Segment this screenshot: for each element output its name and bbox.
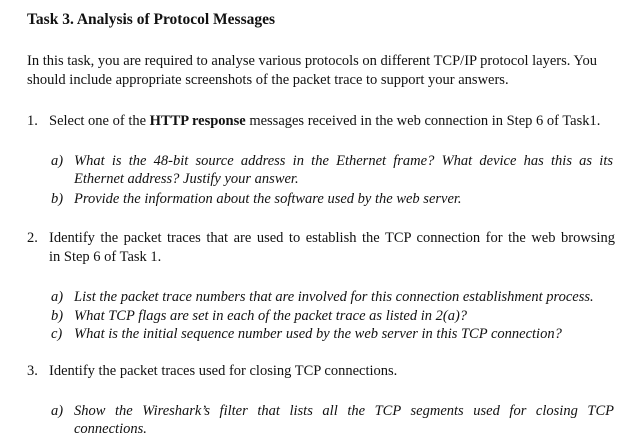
- q3a-label: a): [51, 403, 64, 419]
- q1b-text: Provide the information about the software used by the web server.: [74, 191, 462, 207]
- q1-number: 1.: [27, 113, 38, 129]
- q1-text-pre: Select one of the: [49, 113, 150, 129]
- q2-line-1: Identify the packet traces that are used to establish the TCP connection for the web browsing: [49, 230, 615, 246]
- q2c-label: c): [51, 326, 63, 342]
- q1a-line-2: Ethernet address? Justify your answer.: [74, 171, 299, 187]
- q2-number: 2.: [27, 230, 38, 246]
- task-title: Task 3. Analysis of Protocol Messages: [27, 11, 276, 28]
- q3-line-1: Identify the packet traces used for closing TCP connections.: [49, 363, 398, 379]
- q1-text-post: messages received in the web connection in Step 6 of Task1.: [245, 113, 601, 129]
- q2c-text: What is the initial sequence number used by the web server in this TCP connection?: [74, 326, 562, 342]
- intro-line-2: should include appropriate screenshots of the packet trace to support your answers.: [27, 72, 509, 88]
- q2a-text: List the packet trace numbers that are involved for this connection establishment process.: [74, 289, 594, 305]
- q1a-label: a): [51, 153, 64, 169]
- q2b-text: What TCP flags are set in each of the packet trace as listed in 2(a)?: [74, 308, 468, 324]
- q1b-label: b): [51, 191, 64, 207]
- q2b-label: b): [51, 308, 64, 324]
- q1a-line-1: What is the 48-bit source address in the Ethernet frame? What device has this as its: [74, 153, 613, 169]
- q1-text: [49, 112, 600, 131]
- q2-line-2: in Step 6 of Task 1.: [49, 249, 162, 265]
- q1-text-bold: HTTP response: [149, 113, 246, 129]
- intro-line-1: In this task, you are required to analyse various protocols on different TCP/IP protocol layers. You: [27, 53, 597, 69]
- q3-number: 3.: [27, 363, 38, 379]
- q3a-line-1: Show the Wireshark’s filter that lists all the TCP segments used for closing TCP: [74, 403, 614, 419]
- q3a-line-2: connections.: [74, 421, 147, 437]
- q2a-label: a): [51, 289, 64, 305]
